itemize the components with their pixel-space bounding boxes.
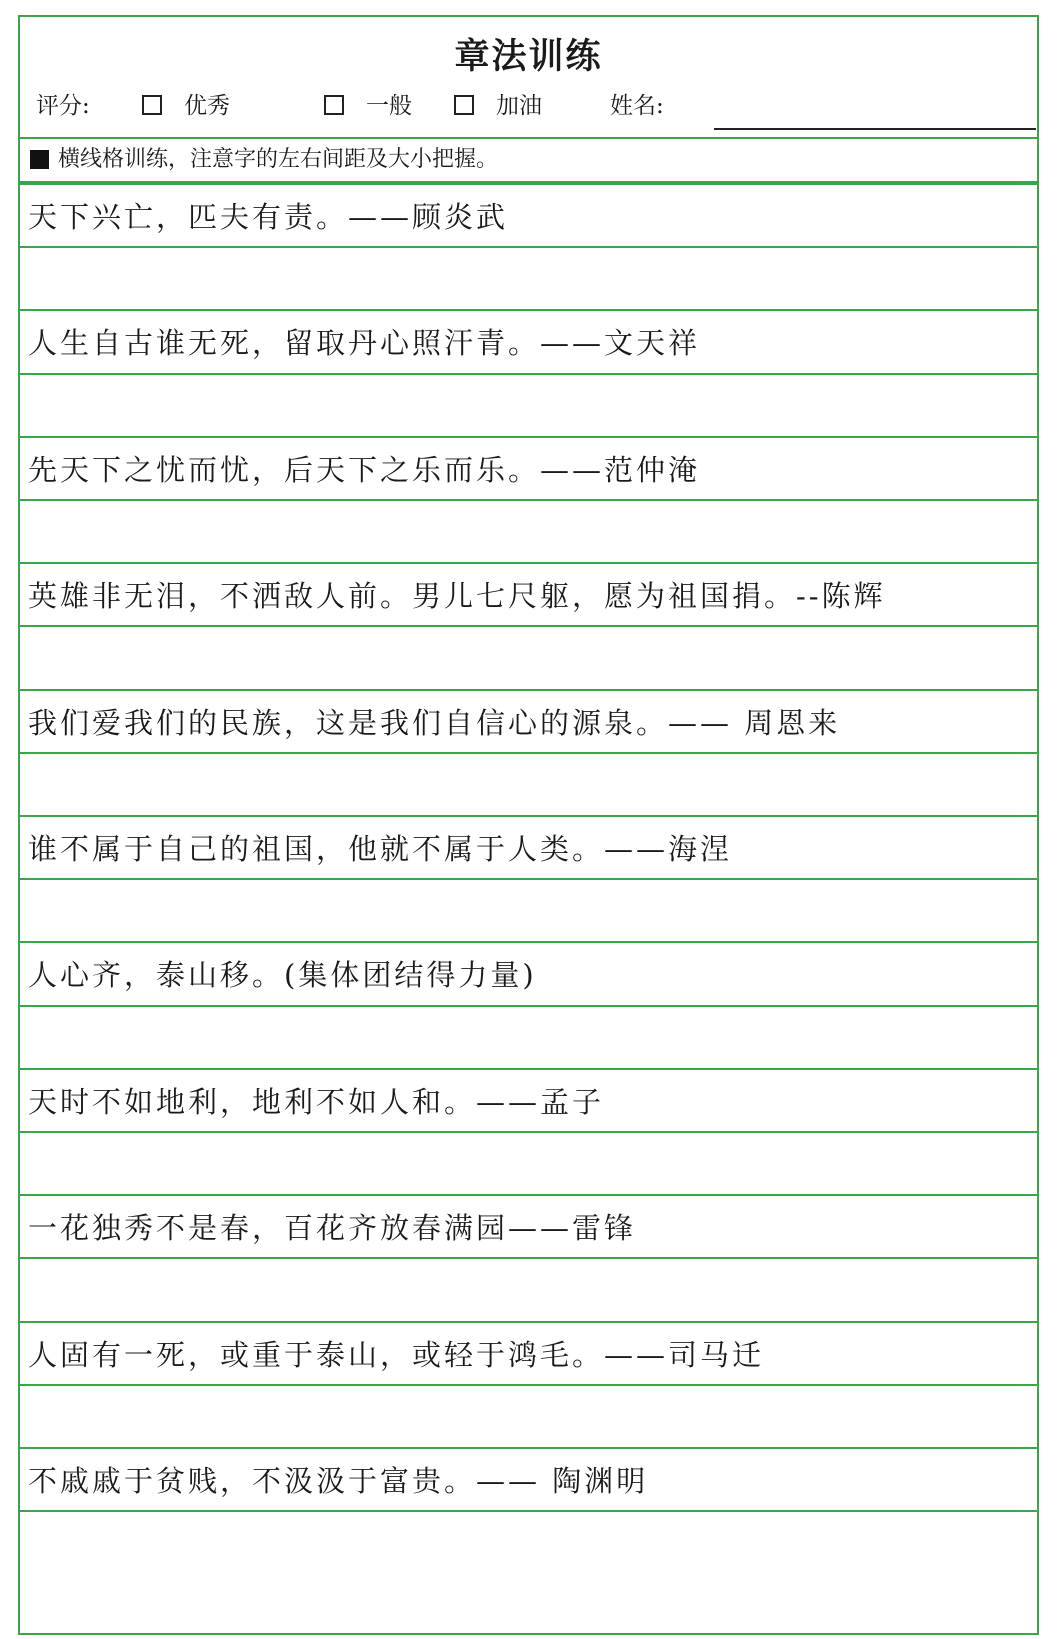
quote-row [20,436,1037,499]
quote-row [20,689,1037,752]
square-bullet-icon [30,150,49,169]
blank-practice-row[interactable] [20,878,1037,941]
name-label: 姓名: [610,93,664,119]
quote-text: 天下兴亡，匹夫有责。——顾炎武 [28,200,509,234]
blank-practice-row[interactable] [20,499,1037,562]
quote-text: 谁不属于自己的祖国，他就不属于人类。——海涅 [28,832,733,866]
quote-row [20,815,1037,878]
quote-row [20,941,1037,1004]
quote-text: 我们爱我们的民族，这是我们自信心的源泉。—— 周恩来 [28,705,841,740]
quote-row [20,1447,1037,1510]
name-input-line[interactable] [714,128,1036,130]
worksheet-header [20,17,1037,139]
practice-lines [20,183,1037,1631]
checkbox-average[interactable] [324,95,344,115]
quote-text: 人生自古谁无死，留取丹心照汗青。——文天祥 [28,326,701,361]
quote-text: 英雄非无泪，不洒敌人前。男儿七尺躯，愿为祖国捐。--陈辉 [28,579,886,614]
quote-row [20,1068,1037,1131]
blank-practice-row[interactable] [20,1257,1037,1320]
checkbox-keep-going[interactable] [454,95,474,115]
blank-practice-row[interactable] [20,1510,1037,1573]
worksheet [18,15,1039,1635]
blank-practice-row[interactable] [20,373,1037,436]
checkbox-excellent[interactable] [142,95,162,115]
quote-text: 天时不如地利，地利不如人和。——孟子 [28,1084,605,1119]
option-keep-going-label: 加油 [496,93,542,119]
quote-text: 人固有一死，或重于泰山，或轻于鸿毛。——司马迁 [28,1337,765,1372]
quote-row [20,1194,1037,1257]
blank-practice-row[interactable] [20,1005,1037,1068]
quote-text: 不戚戚于贫贱，不汲汲于富贵。—— 陶渊明 [28,1464,649,1498]
blank-practice-row[interactable] [20,1131,1037,1194]
score-label: 评分: [36,93,90,119]
quote-row [20,309,1037,372]
page-title: 章法训练 [454,36,603,77]
option-excellent-label: 优秀 [184,93,230,119]
quote-row [20,1321,1037,1384]
instruction-bar [20,139,1037,183]
blank-practice-row[interactable] [20,752,1037,815]
blank-practice-row[interactable] [20,625,1037,688]
quote-text: 人心齐，泰山移。(集体团结得力量) [28,958,537,993]
instruction-text: 横线格训练，注意字的左右间距及大小把握。 [58,147,499,172]
blank-practice-row[interactable] [20,246,1037,309]
quote-row [20,183,1037,246]
quote-text: 一花独秀不是春，百花齐放春满园——雷锋 [28,1211,637,1246]
option-average-label: 一般 [366,93,412,119]
quote-row [20,562,1037,625]
blank-practice-row[interactable] [20,1384,1037,1447]
quote-text: 先天下之忧而忧，后天下之乐而乐。——范仲淹 [28,452,701,487]
